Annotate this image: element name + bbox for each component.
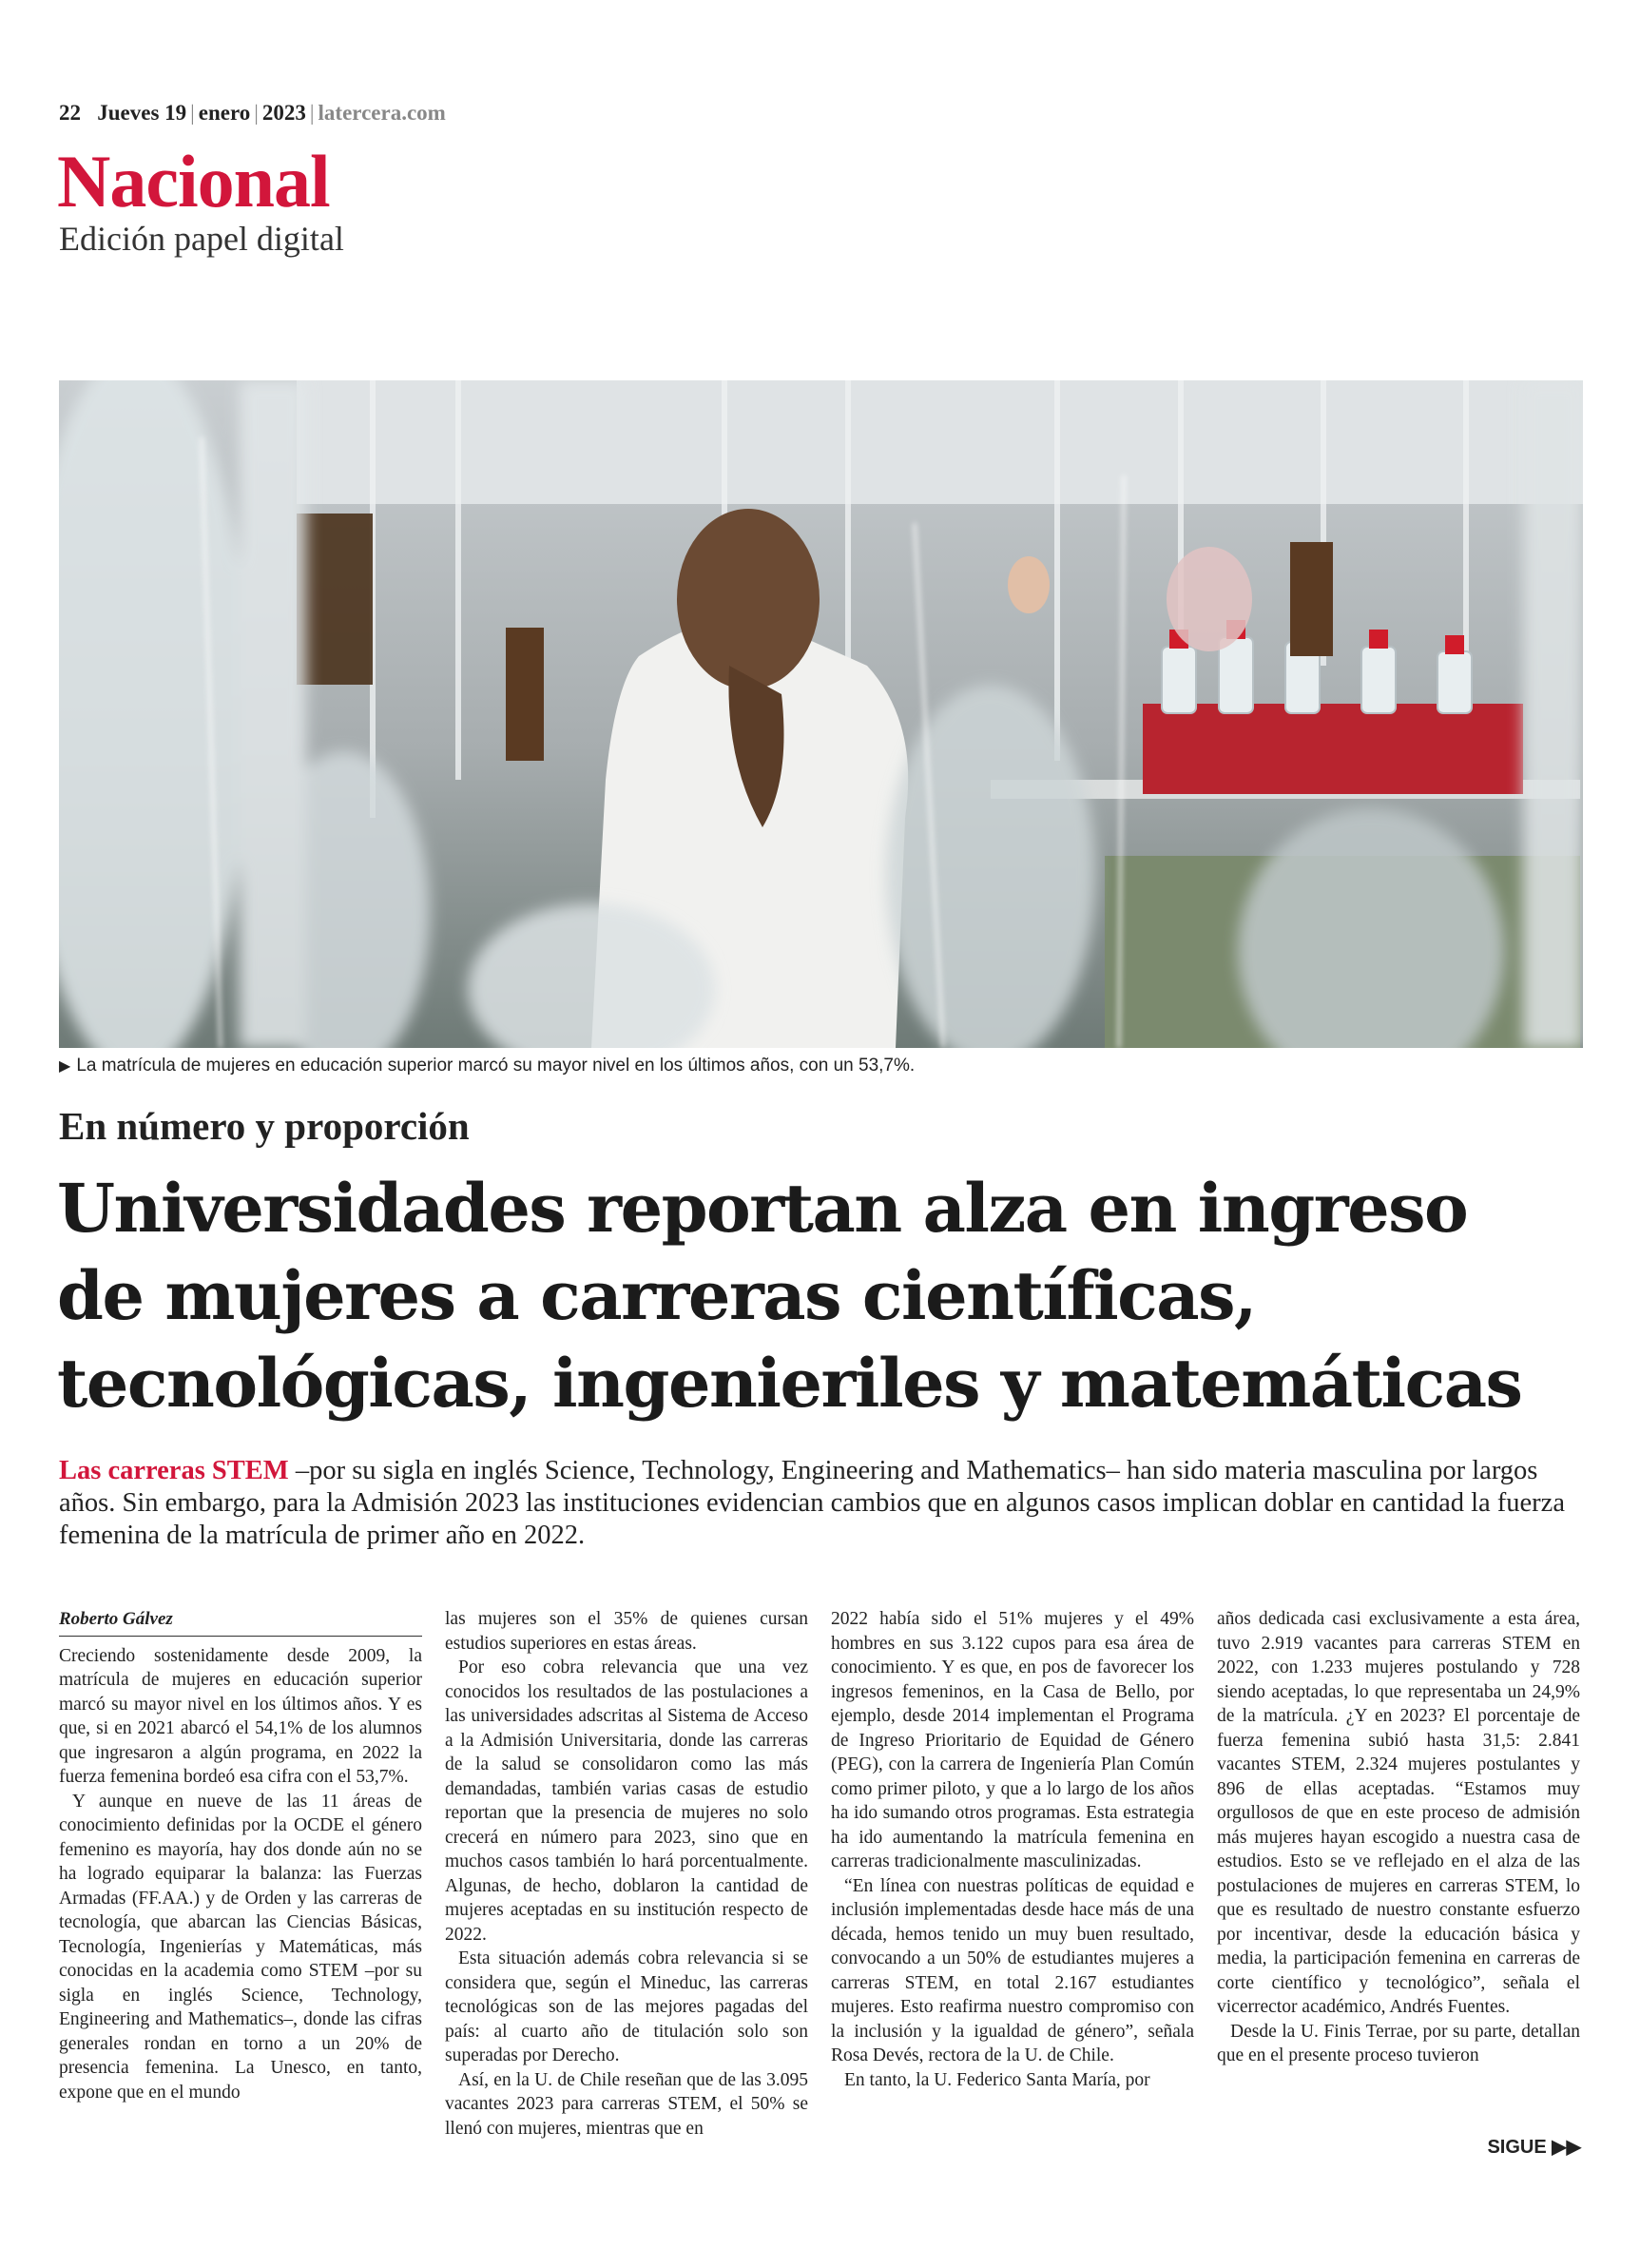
lead-highlight: Las carreras STEM xyxy=(59,1456,289,1485)
article-kicker: En número y proporción xyxy=(59,1104,470,1148)
body-column-1 xyxy=(59,1607,422,2149)
paragraph: Y aunque en nueve de las 11 áreas de conocimiento definidas por la OCDE el género femenino es mayoría, hay dos donde aún no se ha logrado equiparar la balanza: las Fuerzas Armadas (FF.AA.) y de Orden y las carreras de tecnología, que abarcan las Ciencias Básicas, Tecnología, Ingenierías y Matemáticas, más conocidas en la academia como STEM –por su sigla en inglés Science, Technology, Engineering and Mathematics–, donde las cifras generales rondan en torno a un 20% de presencia femenina. La Unesco, en tanto, expone que en el mundo xyxy=(59,1791,422,2103)
month: enero xyxy=(198,101,251,125)
page-number: 22 xyxy=(59,101,81,125)
article-body xyxy=(59,1607,1580,2149)
edition-label: Edición papel digital xyxy=(59,220,344,258)
lab-photo-illustration xyxy=(59,380,1583,1048)
paragraph: 2022 había sido el 51% mujeres y el 49% hombres en sus 3.122 cupos para esa área de conocimiento. Y es que, en pos de favorecer los ingresos femeninos, en la Casa de Bello, por ejemplo, desde 2014 implementan el Programa de Ingreso Prioritario de Equidad de Género (PEG), con la carrera de Ingeniería Plan Común como primer piloto, y que a lo largo de los años ha ido sumando otros programas. Esta estrategia ha ido aumentando la matrícula femenina en carreras tradicionalmente masculinizadas. xyxy=(831,1609,1194,1871)
photo-caption xyxy=(59,1056,915,1076)
article-headline xyxy=(57,1165,1597,1427)
article-lead xyxy=(59,1455,1580,1552)
weekday: Jueves 19 xyxy=(97,101,187,125)
paragraph: Así, en la U. de Chile reseñan que de las 3.095 vacantes 2023 para carreras STEM, el 50% se llenó con mujeres, mientras que en xyxy=(445,2069,808,2139)
paragraph: “En línea con nuestras políticas de equidad e inclusión implementadas desde hace más de una década, hemos tenido un muy buen resultado, convocando a un 50% de estudiantes mujeres a carreras STEM, en total 2.167 estudiantes mujeres. Esto reafirma nuestro compromiso con la inclusión y la igualdad de género”, señala Rosa Devés, rectora de la U. de Chile. xyxy=(831,1875,1194,2065)
byline: Roberto Gálvez xyxy=(59,1607,422,1637)
section-title: Nacional xyxy=(57,140,330,223)
continue-label[interactable]: SIGUE ▶▶ xyxy=(1487,2137,1581,2158)
headline-line-3: tecnológicas, ingenieriles y matemáticas xyxy=(57,1344,1522,1423)
paragraph: En tanto, la U. Federico Santa María, por xyxy=(844,2069,1150,2090)
year: 2023 xyxy=(261,101,306,125)
site-name: latercera.com xyxy=(318,101,446,125)
paragraph: Creciendo sostenidamente desde 2009, la matrícula de mujeres en educación superior marcó su mayor nivel en los últimos años. Y es que, si en 2021 abarcó el 54,1% de los alumnos que ingresaron a algún programa, en 2022 la fuerza femenina bordeó esa cifra con el 53,7%. xyxy=(59,1645,422,1787)
paragraph: Esta situación además cobra relevancia si se considera que, según el Mineduc, las carreras tecnológicas son de las mejores pagadas del país: al cuarto año de titulación solo son superadas por Derecho. xyxy=(445,1948,808,2065)
body-column-2 xyxy=(445,1607,808,2149)
paragraph: Desde la U. Finis Terrae, por su parte, detallan que en el presente proceso tuvieron xyxy=(1217,2021,1580,2065)
body-column-3 xyxy=(831,1607,1194,2149)
paragraph: Por eso cobra relevancia que una vez conocidos los resultados de las postulaciones a las universidades adscritas al Sistema de Acceso a la Admisión Universitaria, donde las carreras de la salud se consolidaron como las más demandadas, también varias casas de estudio reportan que la presencia de mujeres no solo crecerá en número para 2023, sino que en muchos casos también lo hará porcentualmente. Algunas, de hecho, doblaron la cantidad de mujeres aceptadas en su institución respecto de 2022. xyxy=(445,1657,808,1945)
lead-text: –por su sigla en inglés Science, Technology, Engineering and Mathematics– han sido materia masculina por largos años. Sin embargo, para la Admisión 2023 las instituciones evidencian cambios que en algunos casos implican doblar en cantidad la fuerza femenina de la matrícula de primer año en 2022. xyxy=(59,1456,1565,1550)
body-column-4 xyxy=(1217,1607,1580,2149)
caption-arrow-icon: ▶ xyxy=(59,1058,71,1075)
paragraph: años dedicada casi exclusivamente a esta área, tuvo 2.919 vacantes para carreras STEM en 2022, con 1.233 mujeres postulando y 728 siendo aceptadas, lo que representaba un 24,9% de la matrícula. ¿Y en 2023? El porcentaje de fuerza femenina subió hasta 31,5: 2.841 vacantes STEM, 2.324 mujeres postulantes y 896 de ellas aceptadas. “Estamos muy orgullosos de que en este proceso de admisión más mujeres hayan escogido a nuestra casa de estudios. Esto se ve reflejado en el alza de las postulaciones de mujeres en carreras STEM, lo que es resultado de nuestro constante esfuerzo por incentivar, desde la educación básica y media, la participación femenina en carreras de corte científico y tecnológico”, señala el vicerrector académico, Andrés Fuentes. xyxy=(1217,1609,1580,2017)
paragraph: las mujeres son el 35% de quienes cursan estudios superiores en estas áreas. xyxy=(445,1609,808,1654)
headline-line-1: Universidades reportan alza en ingreso xyxy=(57,1169,1468,1248)
lab-photo xyxy=(59,380,1583,1048)
folio-line: 22 Jueves 19 | enero | 2023 | latercera.com xyxy=(59,101,446,125)
caption-text: La matrícula de mujeres en educación superior marcó su mayor nivel en los últimos años, con un 53,7%. xyxy=(76,1056,916,1076)
headline-line-2: de mujeres a carreras científicas, xyxy=(57,1256,1256,1335)
